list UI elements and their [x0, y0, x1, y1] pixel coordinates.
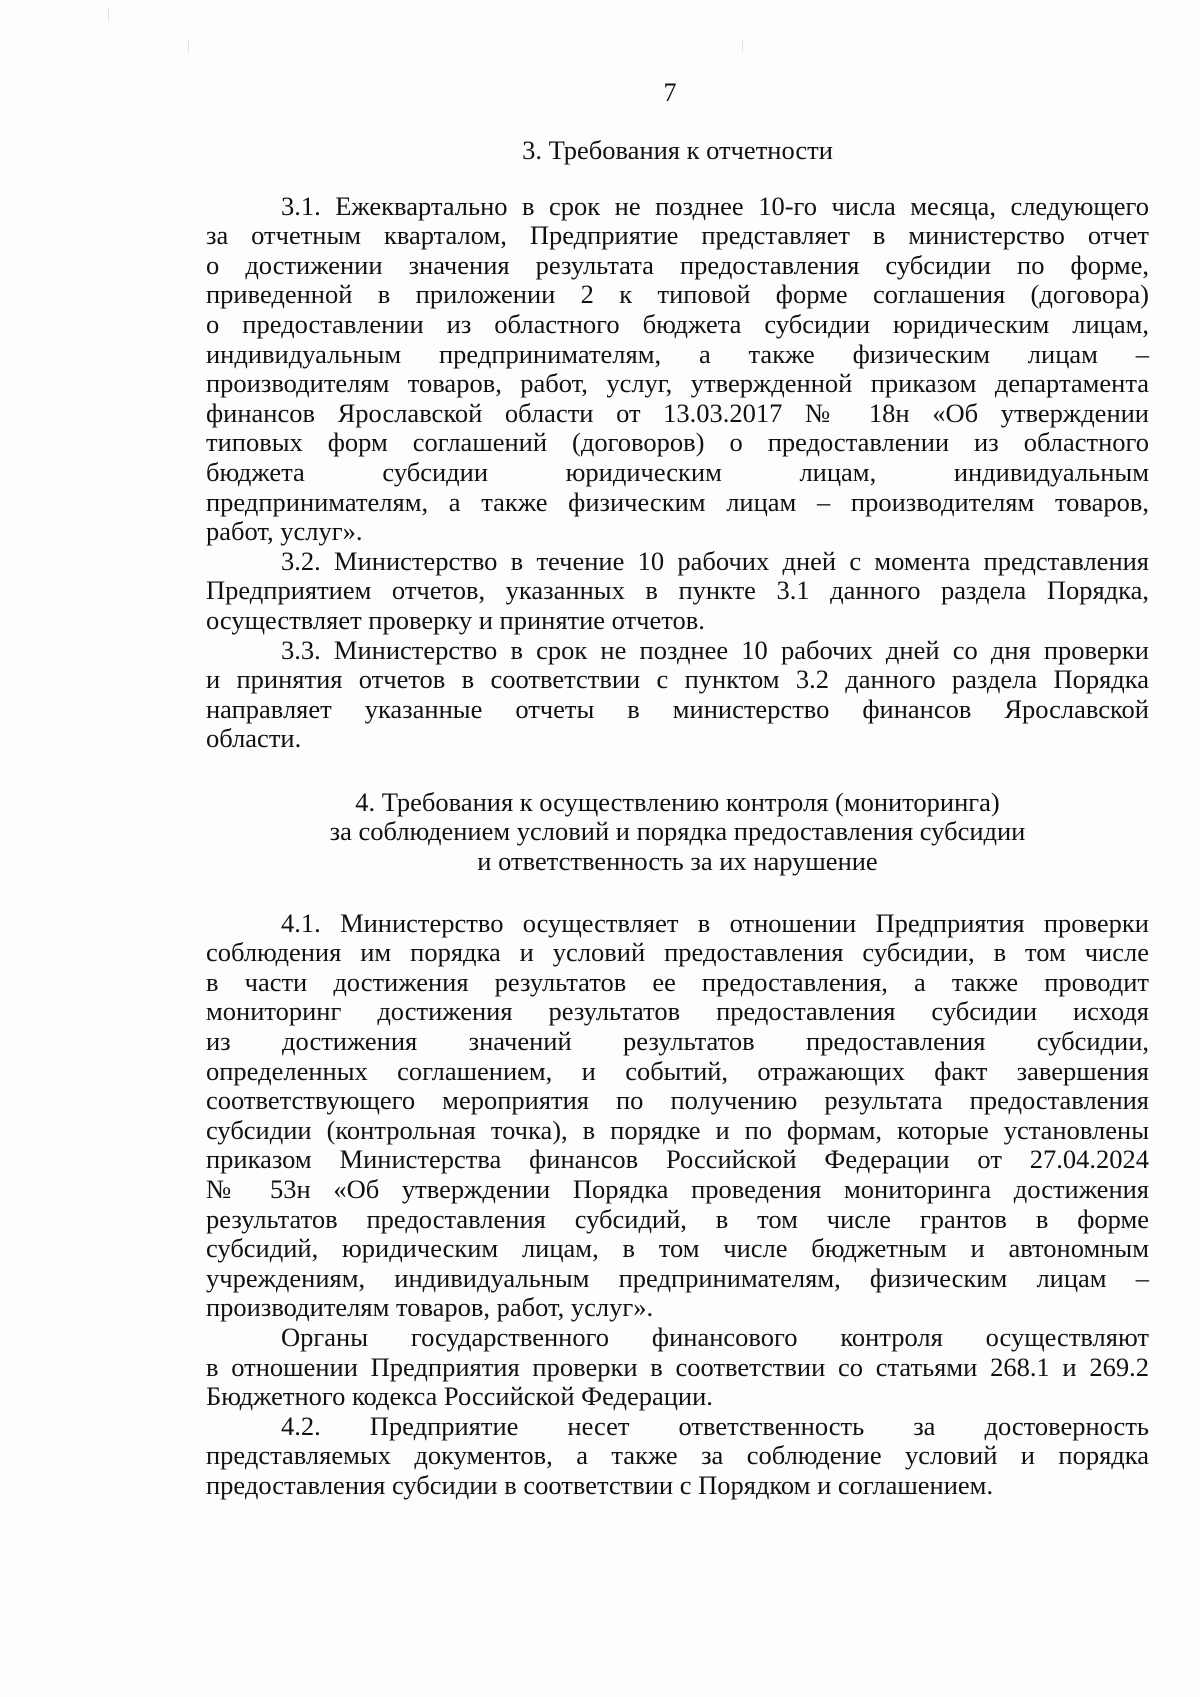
paragraph-line: области.	[206, 723, 302, 754]
paragraph-line: предоставления субсидии в соответствии с Порядком и соглашением.	[206, 1469, 994, 1500]
paragraph-line: результатов предоставления субсидий, в том числе грантов в форме	[206, 1203, 1149, 1234]
section-3-paragraph	[206, 636, 1149, 754]
section-4-heading	[206, 788, 1149, 877]
paragraph-line: направляет указанные отчеты в министерство финансов Ярославской	[206, 693, 1149, 724]
paragraph-line: в части достижения результатов ее предоставления, а также проводит	[206, 966, 1149, 997]
paragraph-line: приказом Министерства финансов Российской Федерации от 27.04.2024	[206, 1144, 1149, 1175]
page-number: 7	[663, 78, 677, 107]
paragraph-line: определенных соглашением, и событий, отражающих факт завершения	[206, 1055, 1149, 1086]
section-4-paragraph	[206, 909, 1149, 1323]
paragraph-line: № 53н «Об утверждении Порядка проведения мониторинга достижения	[206, 1174, 1149, 1204]
paragraph-line: производителям товаров, работ, услуг, утвержденной приказом департамента	[206, 368, 1149, 399]
paragraph-line: субсидии (контрольная точка), в порядке и по формам, которые установлены	[206, 1114, 1149, 1145]
paragraph-line: и принятия отчетов в соответствии с пунктом 3.2 данного раздела Порядка	[206, 664, 1149, 695]
paragraph-line: из достижения значений результатов предоставления субсидии,	[206, 1026, 1149, 1057]
section-3-heading	[206, 136, 1149, 166]
paragraph-line: за отчетным кварталом, Предприятие представляет в министерство отчет	[206, 220, 1149, 251]
paragraph-line: осуществляет проверку и принятие отчетов.	[206, 604, 705, 635]
scan-edge-mark	[108, 8, 109, 22]
paragraph-line: 3.2. Министерство в течение 10 рабочих дней с момента представления	[281, 545, 1149, 576]
section-3-paragraphs	[206, 192, 1149, 754]
section-3-paragraph	[206, 192, 1149, 547]
paragraph-line: приведенной в приложении 2 к типовой форме соглашения (договора)	[206, 279, 1149, 310]
paragraph-line: в отношении Предприятия проверки в соответствии со статьями 268.1 и 269.2	[206, 1351, 1149, 1382]
paragraph-line: соблюдения им порядка и условий предоставления субсидии, в том числе	[206, 937, 1149, 968]
scan-edge-mark	[188, 40, 189, 52]
paragraph-line: индивидуальным предпринимателям, а также физическим лицам –	[206, 338, 1149, 369]
paragraph-line: Предприятием отчетов, указанных в пункте 3.1 данного раздела Порядка,	[206, 575, 1149, 606]
section-4-heading-line: 4. Требования к осуществлению контроля (мониторинга)	[355, 786, 1000, 817]
section-3-paragraph	[206, 547, 1149, 636]
paragraph-line: финансов Ярославской области от 13.03.2017 № 18н «Об утверждении	[206, 397, 1149, 428]
paragraph-line: о предоставлении из областного бюджета субсидии юридическим лицам,	[206, 308, 1149, 339]
section-4-paragraph	[206, 1412, 1149, 1501]
scan-edge-mark	[742, 40, 743, 52]
paragraph-line: о достижении значения результата предоставления субсидии по форме,	[206, 249, 1149, 280]
paragraph-line: бюджета субсидии юридическим лицам, индивидуальным	[206, 456, 1149, 487]
section-4-paragraphs	[206, 909, 1149, 1501]
paragraph-line: 3.1. Ежеквартально в срок не позднее 10-го числа месяца, следующего	[281, 190, 1149, 221]
paragraph-line: Органы государственного финансового контроля осуществляют	[281, 1321, 1149, 1352]
paragraph-line: 4.1. Министерство осуществляет в отношении Предприятия проверки	[281, 907, 1149, 938]
section-3-heading-text: 3. Требования к отчетности	[522, 135, 833, 165]
section-4-paragraph	[206, 1323, 1149, 1412]
paragraph-line: Бюджетного кодекса Российской Федерации.	[206, 1381, 713, 1412]
paragraph-line: предпринимателям, а также физическим лицам – производителям товаров,	[206, 486, 1149, 517]
document-body	[206, 136, 1149, 1501]
paragraph-line: 3.3. Министерство в срок не позднее 10 рабочих дней со дня проверки	[281, 634, 1149, 665]
section-4-heading-line: и ответственность за их нарушение	[477, 846, 878, 877]
paragraph-line: соответствующего мероприятия по получению результата предоставления	[206, 1085, 1149, 1116]
section-4-heading-line: за соблюдением условий и порядка предоставления субсидии	[329, 816, 1026, 847]
paragraph-line: производителям товаров, работ, услуг».	[206, 1292, 654, 1323]
paragraph-line: 4.2. Предприятие несет ответственность за достоверность	[281, 1410, 1149, 1441]
paragraph-line: типовых форм соглашений (договоров) о предоставлении из областного	[206, 427, 1149, 458]
paragraph-line: работ, услуг».	[206, 516, 363, 547]
paragraph-line: субсидий, юридическим лицам, в том числе бюджетным и автономным	[206, 1233, 1149, 1264]
paragraph-line: представляемых документов, а также за соблюдение условий и порядка	[206, 1440, 1149, 1471]
paragraph-line: учреждениям, индивидуальным предпринимателям, физическим лицам –	[206, 1262, 1149, 1293]
paragraph-line: мониторинг достижения результатов предоставления субсидии исходя	[206, 996, 1149, 1027]
